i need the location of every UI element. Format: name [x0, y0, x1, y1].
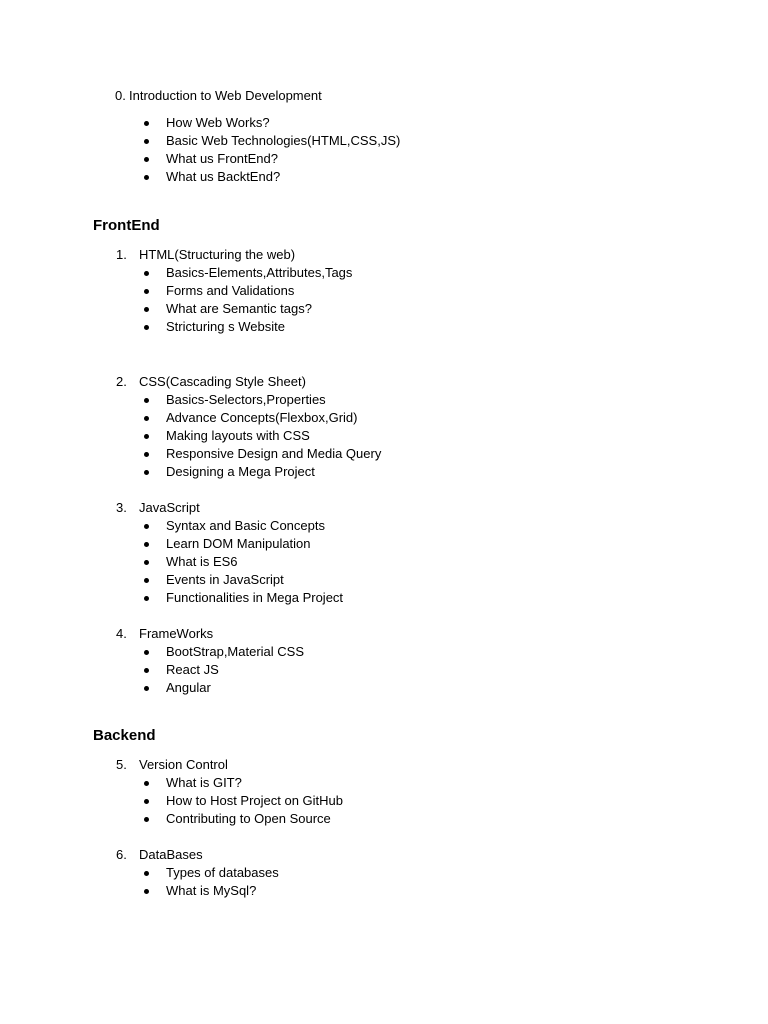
- list-item: What us FrontEnd?: [166, 151, 278, 166]
- list-item: Events in JavaScript: [166, 572, 284, 587]
- section-title: FrameWorks: [139, 626, 214, 641]
- list-item: Making layouts with CSS: [166, 428, 310, 443]
- bullet-icon: [144, 542, 149, 547]
- list-item: Designing a Mega Project: [166, 464, 315, 479]
- list-item: Basics-Selectors,Properties: [166, 392, 326, 407]
- bullet-icon: [144, 668, 149, 673]
- section-title: CSS(Cascading Style Sheet): [139, 374, 306, 389]
- list-item: What us BacktEnd?: [166, 169, 281, 184]
- frontend-heading: FrontEnd: [93, 217, 160, 234]
- section-number: 2.: [116, 374, 127, 389]
- bullet-icon: [144, 325, 149, 330]
- list-item: Forms and Validations: [166, 283, 295, 298]
- list-item: What is ES6: [166, 554, 238, 569]
- list-item: Basic Web Technologies(HTML,CSS,JS): [166, 133, 401, 148]
- bullet-icon: [144, 271, 149, 276]
- list-item: How Web Works?: [166, 115, 270, 130]
- intro-title: Introduction to Web Development: [129, 88, 322, 103]
- section-number: 5.: [116, 757, 127, 772]
- list-item: Learn DOM Manipulation: [166, 536, 311, 551]
- bullet-icon: [144, 596, 149, 601]
- list-item: Stricturing s Website: [166, 319, 285, 334]
- section-number: 6.: [116, 847, 127, 862]
- list-item: What is GIT?: [166, 775, 242, 790]
- bullet-icon: [144, 560, 149, 565]
- list-item: Basics-Elements,Attributes,Tags: [166, 265, 353, 280]
- bullet-icon: [144, 416, 149, 421]
- list-item: What are Semantic tags?: [166, 301, 312, 316]
- bullet-icon: [144, 781, 149, 786]
- bullet-icon: [144, 398, 149, 403]
- backend-heading: Backend: [93, 727, 156, 744]
- list-item: How to Host Project on GitHub: [166, 793, 344, 808]
- section-number: 3.: [116, 500, 127, 515]
- list-item: Responsive Design and Media Query: [166, 446, 382, 461]
- section-title: Version Control: [139, 757, 228, 772]
- bullet-icon: [144, 817, 149, 822]
- list-item: Syntax and Basic Concepts: [166, 518, 325, 533]
- bullet-icon: [144, 650, 149, 655]
- section-number: 1.: [116, 247, 127, 262]
- bullet-icon: [144, 799, 149, 804]
- bullet-icon: [144, 175, 149, 180]
- section-title: DataBases: [139, 847, 203, 862]
- list-item: Contributing to Open Source: [166, 811, 331, 826]
- section-title: JavaScript: [139, 500, 200, 515]
- list-item: Angular: [166, 680, 211, 695]
- bullet-icon: [144, 524, 149, 529]
- list-item: Functionalities in Mega Project: [166, 590, 344, 605]
- bullet-icon: [144, 157, 149, 162]
- section-title: HTML(Structuring the web): [139, 247, 296, 262]
- list-item: Types of databases: [166, 865, 279, 880]
- bullet-icon: [144, 434, 149, 439]
- bullet-icon: [144, 470, 149, 475]
- list-item: What is MySql?: [166, 883, 257, 898]
- bullet-icon: [144, 139, 149, 144]
- bullet-icon: [144, 289, 149, 294]
- bullet-icon: [144, 121, 149, 126]
- bullet-icon: [144, 452, 149, 457]
- list-item: React JS: [166, 662, 219, 677]
- bullet-icon: [144, 871, 149, 876]
- bullet-icon: [144, 686, 149, 691]
- section-number: 4.: [116, 626, 127, 641]
- bullet-icon: [144, 889, 149, 894]
- list-item: Advance Concepts(Flexbox,Grid): [166, 410, 358, 425]
- bullet-icon: [144, 307, 149, 312]
- list-item: BootStrap,Material CSS: [166, 644, 305, 659]
- intro-number: 0.: [115, 88, 126, 103]
- bullet-icon: [144, 578, 149, 583]
